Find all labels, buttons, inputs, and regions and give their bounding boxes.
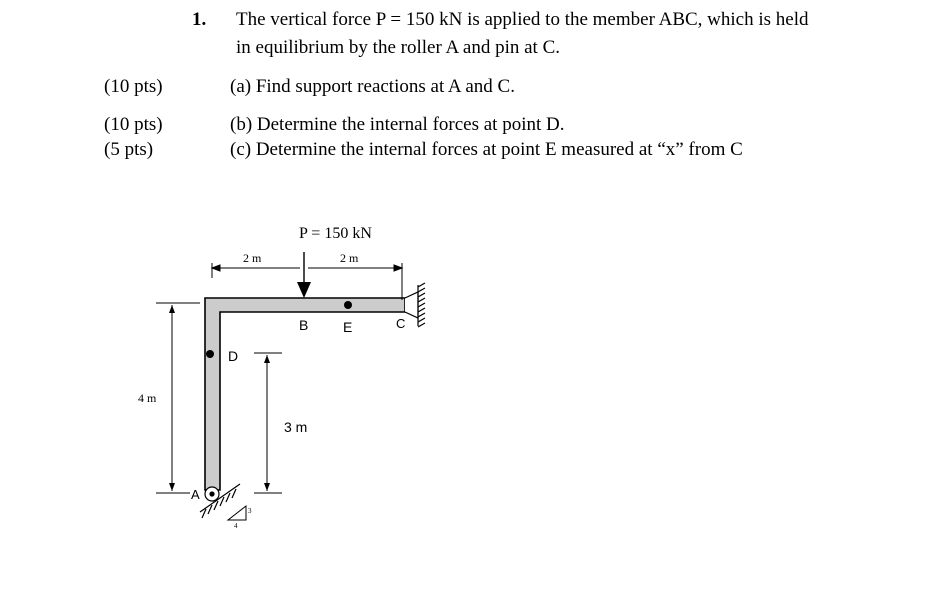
point-a-label: A bbox=[191, 487, 200, 502]
problem-statement-line1: The vertical force P = 150 kN is applied to the member ABC, which is held bbox=[236, 9, 809, 30]
dim-right-top-label: 2 m bbox=[340, 251, 359, 265]
point-b-label: B bbox=[299, 317, 309, 333]
slope-rise-label: 3 bbox=[248, 507, 252, 515]
dim-3m-label: 3 m bbox=[284, 419, 308, 435]
part-c-text: (c) Determine the internal forces at point E measured at “x” from C bbox=[230, 139, 743, 160]
force-p-arrow bbox=[297, 252, 311, 298]
dim-left-top-label: 2 m bbox=[243, 251, 262, 265]
part-b-points: (10 pts) bbox=[104, 114, 163, 135]
dim-4m-label: 4 m bbox=[138, 391, 157, 405]
dimension-top bbox=[212, 263, 402, 300]
dimension-3m bbox=[254, 353, 282, 493]
part-a-points: (10 pts) bbox=[104, 76, 163, 97]
force-p-label: P = 150 kN bbox=[299, 225, 372, 242]
point-e-label: E bbox=[343, 319, 353, 335]
dimension-4m bbox=[156, 303, 200, 493]
slope-run-label: 4 bbox=[234, 522, 238, 530]
problem-statement-line2: in equilibrium by the roller A and pin at C. bbox=[236, 37, 561, 58]
slope-triangle bbox=[228, 506, 246, 520]
pin-support-c bbox=[405, 283, 425, 327]
point-e-marker bbox=[344, 301, 352, 309]
point-d-marker bbox=[206, 350, 214, 358]
point-d-label: D bbox=[228, 348, 239, 364]
part-c-points: (5 pts) bbox=[104, 139, 154, 160]
part-b-text: (b) Determine the internal forces at point D. bbox=[230, 114, 565, 135]
point-c-label: C bbox=[396, 316, 406, 331]
part-a-text: (a) Find support reactions at A and C. bbox=[230, 76, 515, 97]
problem-number: 1. bbox=[192, 9, 207, 30]
